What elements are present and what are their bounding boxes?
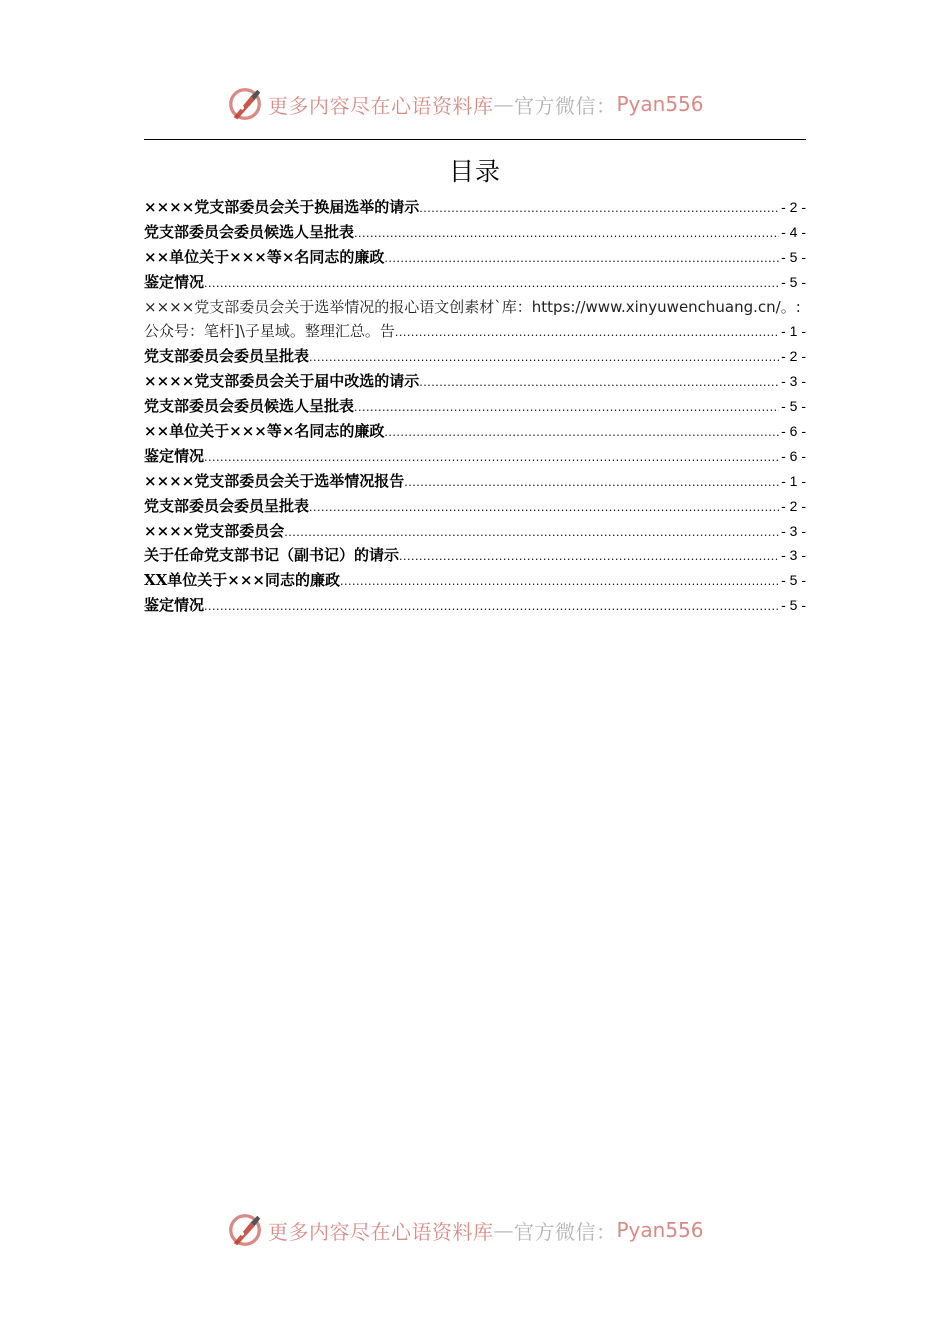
watermark-official: 官方微信： <box>514 1219 617 1244</box>
toc-entry[interactable]: ××××党支部委员会 ..... - 3 - <box>144 519 806 544</box>
watermark-dash: — <box>493 92 514 116</box>
watermark-label: 更多内容尽在心语资料库 <box>268 1219 494 1244</box>
watermark-wechat-id: Pyan556 <box>616 1218 704 1242</box>
toc-entry[interactable]: 鉴定情况 ..... - 5 - <box>144 270 806 295</box>
pen-logo-icon <box>226 85 264 123</box>
watermark-dash: — <box>493 1218 514 1242</box>
toc-entry[interactable]: 关于任命党支部书记（副书记）的请示 ..... - 3 - <box>144 543 806 568</box>
toc-title: 目录 <box>448 157 501 186</box>
toc-entry[interactable]: 党支部委员会委员候选人呈批表 ..... - 4 - <box>144 220 806 245</box>
toc-leader <box>204 446 779 469</box>
toc-leader <box>384 247 779 270</box>
toc-leader <box>309 496 779 519</box>
toc-leader <box>395 321 779 344</box>
toc-entry-source-line[interactable]: ××××党支部委员会关于选举情况的报心语文创素材`库：https://www.xinyuwenchuang.cn/。: <box>144 297 801 316</box>
watermark-label: 更多内容尽在心语资料库 <box>268 93 494 118</box>
toc-entry[interactable]: XX单位关于×××同志的廉政 ..... - 5 - <box>144 568 806 593</box>
toc-entry[interactable]: 鉴定情况 ..... - 5 - <box>144 593 806 618</box>
toc-entry[interactable]: 公众号：笔杆]\子星域。整理汇总。告 ..... - 1 - <box>144 319 806 344</box>
toc-entry[interactable]: 党支部委员会委员呈批表 ..... - 2 - <box>144 344 806 369</box>
toc-entry[interactable]: 鉴定情况 ..... - 6 - <box>144 444 806 469</box>
toc-leader <box>404 471 779 494</box>
toc-leader <box>419 197 779 220</box>
toc-leader <box>309 346 779 369</box>
toc-leader <box>384 421 779 444</box>
toc-leader <box>354 222 779 245</box>
toc-entry[interactable]: ××单位关于×××等×名同志的廉政 ..... - 5 - <box>144 245 806 270</box>
toc-entry[interactable]: ××××党支部委员会关于换届选举的请示 ..... - 2 - <box>144 195 806 220</box>
toc-leader <box>419 371 779 394</box>
toc-leader <box>354 396 779 419</box>
table-of-contents <box>144 195 806 618</box>
toc-leader <box>399 545 779 568</box>
pen-logo-icon <box>226 1211 264 1249</box>
toc-leader <box>284 521 779 544</box>
toc-entry[interactable]: 党支部委员会委员候选人呈批表 ..... - 5 - <box>144 394 806 419</box>
watermark-official: 官方微信： <box>514 93 617 118</box>
header-rule <box>144 139 806 140</box>
toc-entry[interactable]: ××××党支部委员会关于选举情况报告 ..... - 1 - <box>144 469 806 494</box>
header-watermark <box>0 82 950 126</box>
toc-leader <box>204 595 779 618</box>
toc-entry[interactable]: ××××党支部委员会关于届中改选的请示 ..... - 3 - <box>144 369 806 394</box>
toc-entry[interactable]: ××单位关于×××等×名同志的廉政 ..... - 6 - <box>144 419 806 444</box>
watermark-wechat-id: Pyan556 <box>616 92 704 116</box>
toc-leader <box>204 272 779 295</box>
footer-watermark <box>0 1208 950 1252</box>
toc-leader <box>340 570 779 593</box>
toc-entry[interactable]: 党支部委员会委员呈批表 ..... - 2 - <box>144 494 806 519</box>
